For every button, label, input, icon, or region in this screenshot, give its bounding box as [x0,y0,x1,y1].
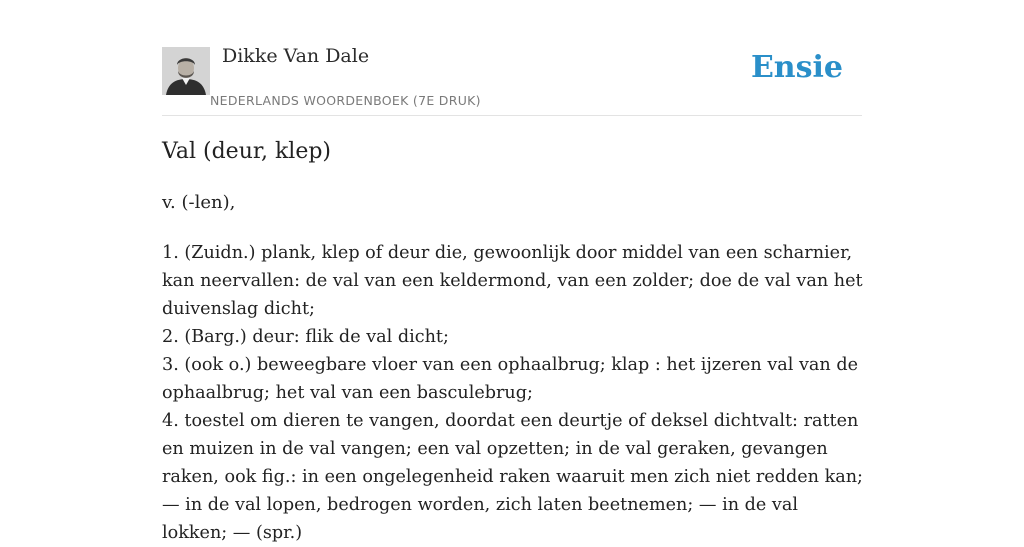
definition-item: 1. (Zuidn.) plank, klep of deur die, gewoonlijk door middel van een scharnier, kan neervallen: de val van een keldermond, van een zolder; doe de val van het duivenslag dicht; [162,243,863,319]
source-label[interactable]: NEDERLANDS WOORDENBOEK (7E DRUK) [210,93,481,108]
ensie-logo[interactable]: Ensie [750,50,843,85]
grammar-info: v. (-len), [162,192,236,213]
header-divider [162,115,862,116]
entry-card [162,0,863,543]
definition-list [162,239,866,547]
entry-title: Val (deur, klep) [162,139,332,164]
portrait-photo-icon [162,47,210,95]
definition-item: 2. (Barg.) deur: flik de val dicht; [162,327,449,347]
author-name[interactable]: Dikke Van Dale [222,45,370,67]
definition-item: 4. toestel om dieren te vangen, doordat een deurtje of deksel dichtvalt: ratten en muizen in de val vangen; een val opzetten; in de val geraken, gevangen raken, ook fig.: in een ongelegenheid raken waaruit men zich niet redden kan; — in de val lopen, bedrogen worden, zich laten beetnemen; — in de val lokken; — (spr.) [162,411,863,543]
definition-item: 3. (ook o.) beweegbare vloer van een ophaalbrug; klap : het ijzeren val van de ophaalbrug; het val van een basculebrug; [162,355,858,403]
author-avatar[interactable] [162,47,210,95]
